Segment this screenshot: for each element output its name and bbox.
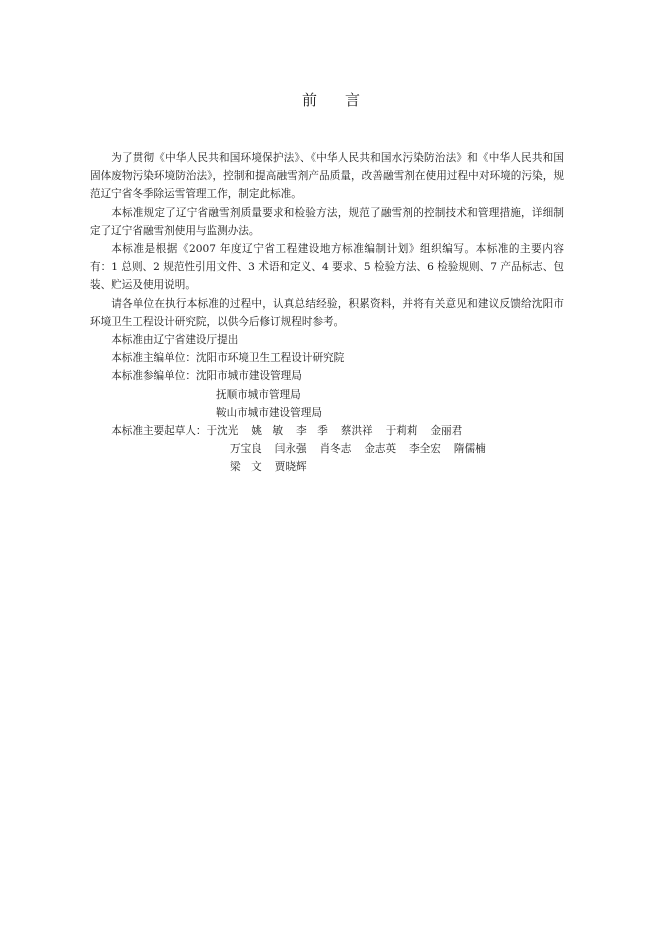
- proposer-line: 本标准由辽宁省建设厅提出: [111, 334, 239, 347]
- drafter-name: 万宝良: [230, 443, 262, 456]
- co-editor-line-2: [90, 386, 564, 404]
- chief-editor-value: 沈阳市环境卫生工程设计研究院: [195, 352, 345, 365]
- paragraph-contents: 本标准是根据《2007 年度辽宁省工程建设地方标准编制计划》组织编写。本标准的主要内容有：1 总则、2 规范性引用文件、3 术语和定义、4 要求、5 检验方法、6 检验规则、7 产品标志、包装、贮运及使用说明。: [90, 243, 564, 292]
- drafter-name: 闫永强: [274, 443, 307, 456]
- page-title: [0, 89, 662, 110]
- drafter-name: 李全宏: [409, 443, 441, 456]
- drafter-name: 蔡洪祥: [340, 425, 373, 438]
- drafter-name: 金丽君: [430, 425, 463, 438]
- title-char-1: 前: [301, 91, 317, 109]
- drafters-line: [90, 422, 564, 440]
- paragraph-scope: 本标准规定了辽宁省融雪剂质量要求和检验方法，规范了融雪剂的控制技术和管理措施，详细制定了辽宁省融雪剂使用与监测办法。: [90, 206, 564, 237]
- chief-editor-label: 本标准主编单位：: [111, 352, 196, 365]
- drafters-label: 本标准主要起草人：: [111, 425, 207, 438]
- co-editor-1: 沈阳市城市建设管理局: [195, 370, 302, 383]
- drafters-row-2: [90, 440, 564, 458]
- drafter-name: 李 季: [296, 425, 328, 438]
- chief-editor-line: [90, 349, 564, 367]
- paragraph-feedback: 请各单位在执行本标准的过程中，认真总结经验，积累资料，并将有关意见和建议反馈给沈阳市环境卫生工程设计研究院，以供今后修订规程时参考。: [90, 297, 564, 328]
- co-editor-3: 鞍山市城市建设管理局: [216, 406, 322, 419]
- co-editors-line: [90, 367, 564, 385]
- title-char-2: 言: [345, 91, 361, 109]
- paragraph-purpose: 为了贯彻《中华人民共和国环境保护法》、《中华人民共和国水污染防治法》和《中华人民共和国固体废物污染环境防治法》，控制和提高融雪剂产品质量，改善融雪剂在使用过程中对环境的污染，规范辽宁省冬季除运雪管理工作，制定此标准。: [90, 152, 564, 201]
- drafters-row-3: [90, 458, 564, 476]
- co-editor-2: 抚顺市城市管理局: [216, 388, 301, 401]
- drafter-name: 隋儒楠: [453, 443, 486, 456]
- drafter-name: 姚 敏: [251, 425, 284, 438]
- drafter-name: 梁 文: [230, 461, 262, 474]
- drafter-name: 肖冬志: [319, 443, 352, 456]
- drafter-name: 于莉莉: [385, 425, 418, 438]
- document-body: [90, 149, 564, 477]
- co-editor-line-3: [90, 404, 564, 422]
- co-editors-label: 本标准参编单位：: [111, 370, 196, 383]
- drafter-name: 于沈光: [206, 425, 239, 438]
- drafter-name: 贾晓辉: [274, 461, 307, 474]
- drafter-name: 金志英: [364, 443, 397, 456]
